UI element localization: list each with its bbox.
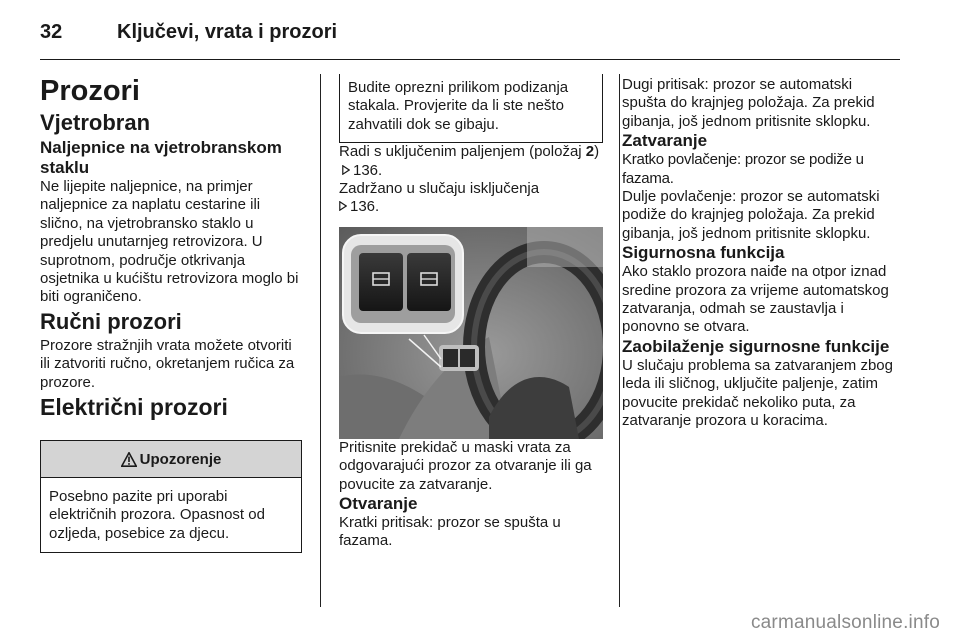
header-rule: [40, 59, 900, 60]
subheading-otvaranje: Otvaranje: [339, 494, 418, 514]
column-1: [40, 62, 305, 553]
warning-text: Posebno pazite pri uporabi električnih prozora. Opasnost od ozljeda, posebice za djecu.: [49, 488, 265, 542]
column-divider-1: [320, 74, 321, 607]
page-reference[interactable]: 136.: [353, 161, 383, 179]
page-reference[interactable]: 136.: [350, 198, 380, 216]
warning-triangle-icon: [121, 452, 137, 467]
caution-text: Budite oprezni prilikom podizanja stakala. Provjerite da li ste nešto zahvatili dok se gibaju.: [348, 79, 569, 133]
column-2: [339, 62, 603, 551]
column-3: [622, 62, 897, 431]
caution-box-continued: [339, 74, 603, 143]
paragraph-long-press: Dugi pritisak: prozor se automatski spušta do krajnjeg položaja. Za prekid gibanja, još jednom pritisnite sklopku.: [622, 76, 875, 130]
warning-header: [41, 441, 301, 478]
running-title: Ključevi, vrata i prozori: [117, 21, 338, 43]
paragraph-zaobilazenje: U slučaju problema sa zatvaranjem zbog leda ili sličnog, uključite paljenje, zatim povucite prekidač nekoliko puta, za zatvaranje prozora u koracima.: [622, 356, 893, 430]
paragraph-short-pull: Kratko povlačenje: prozor se podiže u fazama.: [622, 151, 864, 187]
page-number: 32: [40, 21, 63, 43]
section-elektricni-prozori: Električni prozori: [40, 394, 228, 421]
chapter-title: Prozori: [40, 75, 140, 107]
paragraph-ignition-on: [339, 143, 603, 180]
paragraph-switch-usage: Pritisnite prekidač u maski vrata za odgovarajući prozor za otvaranje ili ga povucite za zatvaranje.: [339, 438, 592, 493]
subheading-zatvaranje: Zatvaranje: [622, 131, 708, 151]
paragraph-naljepnice: Ne lijepite naljepnice, na primjer naljepnice za naplatu cestarine ili slično, na vjetrobransko staklo u predjelu unutarnjeg retrovizora. U suprotnom, područje otkrivanja osjetnika u kućištu retrovizora moglo bi biti ograničeno.: [40, 178, 299, 306]
paragraph-long-pull: Dulje povlačenje: prozor se automatski podiže do krajnjeg položaja. Za prekid gibanja, još jednom pritisnite sklopku.: [622, 188, 880, 242]
section-rucni-prozori: Ručni prozori: [40, 308, 182, 334]
paragraph-sigurnosna: Ako staklo prozora naiđe na otpor iznad sredine prozora za vrijeme automatskog zatvaranja, odmah se zaustavlja i ponovno se otvara.: [622, 263, 889, 336]
triangle-arrow-icon[interactable]: [339, 198, 347, 216]
paragraph-rucni-prozori: Prozore stražnjih vrata možete otvoriti ili zatvoriti ručno, okretanjem ručica za prozore.: [40, 336, 295, 391]
column-divider-2: [619, 74, 620, 607]
ignition-on-pre: Radi s uključenim paljenjem (položaj: [339, 143, 586, 161]
page-header: [0, 0, 960, 60]
subheading-sigurnosna: Sigurnosna funkcija: [622, 243, 785, 263]
paragraph-otvaranje: Kratki pritisak: prozor se spušta u fazama.: [339, 514, 561, 550]
subheading-naljepnice: Naljepnice na vjetrobranskom staklu: [40, 138, 282, 177]
window-switch-photo: [339, 227, 603, 439]
warning-box: [40, 440, 302, 553]
section-vjetrobran: Vjetrobran: [40, 110, 151, 135]
paragraph-ignition-off: [339, 180, 603, 217]
triangle-arrow-icon[interactable]: [342, 162, 350, 180]
ignition-off-text: Zadržano u slučaju isključenja: [339, 180, 540, 198]
watermark: carmanualsonline.info: [750, 612, 940, 633]
ignition-position: 2: [585, 143, 595, 161]
warning-label: Upozorenje: [139, 450, 222, 468]
ignition-on-post: ): [594, 143, 600, 161]
subheading-zaobilazenje: Zaobilaženje sigurnosne funkcije: [622, 336, 890, 356]
